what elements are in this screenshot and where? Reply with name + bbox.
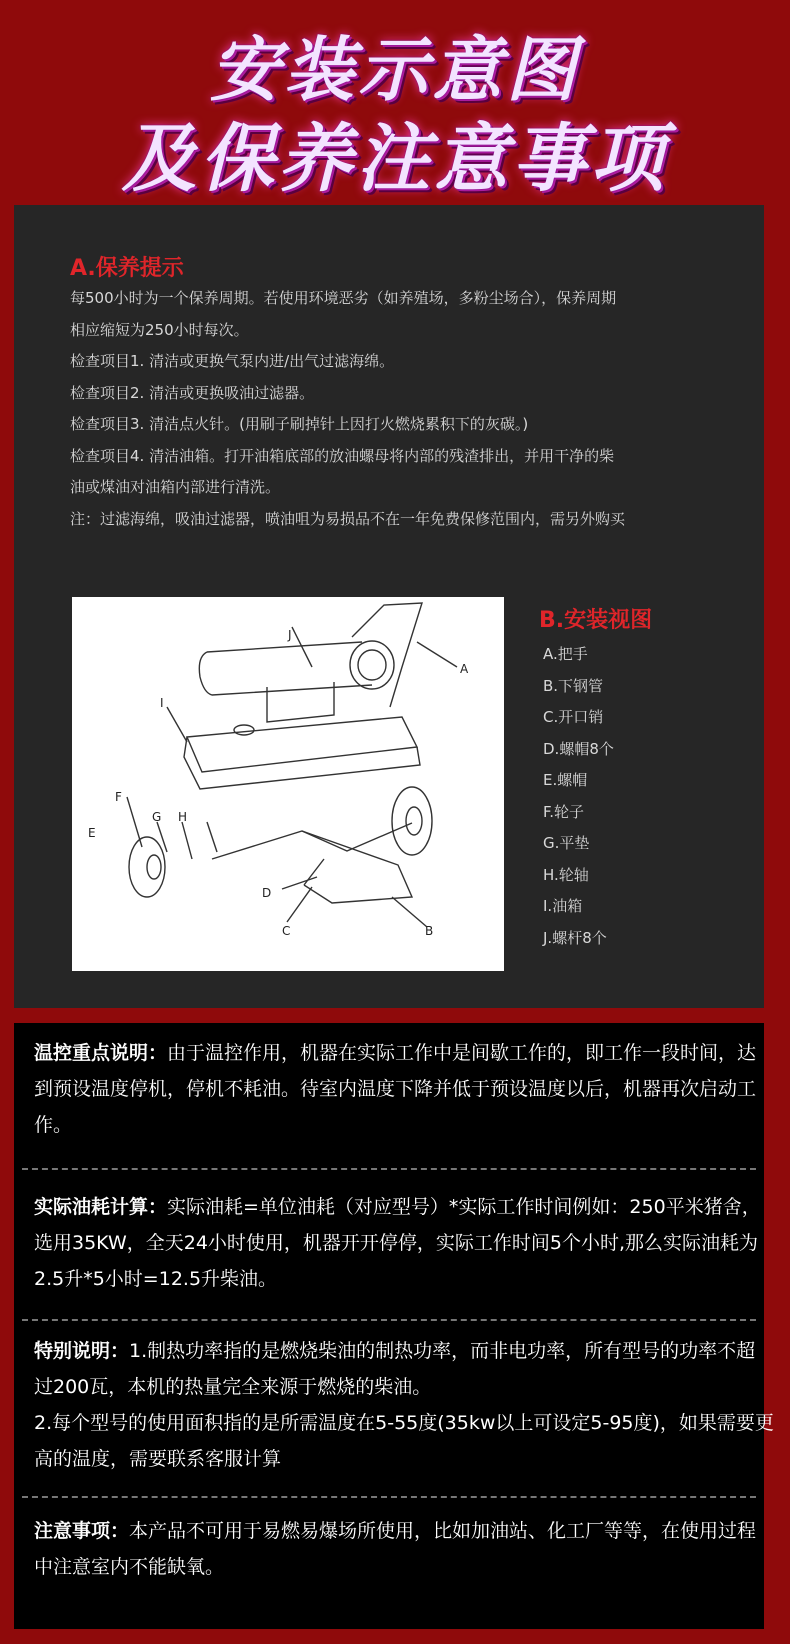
maintenance-text	[70, 283, 730, 535]
maintenance-line: 检查项目3. 清洁点火针。(用刷子刷掉针上因打火燃烧累积下的灰碳。)	[70, 415, 529, 433]
tank-outline	[187, 717, 417, 772]
note-label: 实际油耗计算：	[34, 1196, 168, 1218]
list-item: H.轮轴	[543, 865, 589, 884]
cylinder-top	[207, 642, 362, 652]
maintenance-line: 检查项目1. 清洁或更换气泵内进/出气过滤海绵。	[70, 352, 395, 370]
fuel-cap	[234, 725, 254, 735]
note-text-2: 2.每个型号的使用面积指的是所需温度在5-55度(35kw以上可设定5-95度)，如果需要更高的温度，需要联系客服计算	[34, 1412, 774, 1470]
maintenance-line: 每500小时为一个保养周期。若使用环境恶劣（如养殖场，多粉尘场合），保养周期	[70, 289, 617, 307]
note-caution	[34, 1513, 774, 1585]
note-text: 由于温控作用，机器在实际工作中是间歇工作的，即工作一段时间，达到预设温度停机，停机不耗油。待室内温度下降并低于预设温度以后，机器再次启动工作。	[34, 1042, 757, 1136]
note-text: 实际油耗=单位油耗（对应型号）*实际工作时间例如：250平米猪舍，选用35KW，全天24小时使用，机器开开停停，实际工作时间5个小时,那么实际油耗为2.5升*5小时=12.5升柴油。	[34, 1196, 761, 1290]
label-d: D	[262, 886, 272, 900]
list-item: E.螺帽	[543, 771, 588, 789]
note-text: 1.制热功率指的是燃烧柴油的制热功率，而非电功率，所有型号的功率不超过200瓦，本机的热量完全来源于燃烧的柴油。	[34, 1340, 756, 1398]
axle	[212, 823, 412, 859]
maintenance-line: 注：过滤海绵，吸油过滤器，喷油咀为易损品不在一年免费保修范围内，需另外购买	[70, 509, 626, 528]
parts-list	[543, 639, 614, 954]
list-item: G.平垫	[543, 834, 590, 852]
maintenance-heading: A.保养提示	[70, 256, 184, 281]
list-item: B.下钢管	[543, 676, 604, 695]
list-item: F.轮子	[543, 802, 584, 821]
label-b: B	[425, 924, 434, 938]
maintenance-install-panel	[14, 205, 764, 1008]
maintenance-line: 检查项目4. 清洁油箱。打开油箱底部的放油螺母将内部的残渣排出，并用干净的柴	[70, 446, 615, 465]
label-a: A	[460, 662, 469, 676]
note-temperature-control	[34, 1035, 774, 1143]
cylinder-end	[350, 641, 394, 689]
title-line-2: 及保养注意事项	[122, 116, 668, 202]
divider	[22, 1168, 756, 1170]
cylinder-left	[199, 652, 372, 695]
label-g: G	[152, 810, 162, 824]
label-h: H	[178, 810, 188, 824]
label-e: E	[88, 826, 96, 840]
note-label: 注意事项：	[34, 1520, 130, 1542]
list-item: J.螺杆8个	[543, 928, 607, 947]
label-c: C	[282, 924, 291, 938]
list-item: I.油箱	[543, 897, 583, 915]
maintenance-line: 检查项目2. 清洁或更换吸油过滤器。	[70, 383, 315, 402]
heater-drawing	[72, 597, 504, 971]
note-label: 特别说明：	[34, 1340, 130, 1362]
divider	[22, 1319, 756, 1321]
list-item: A.把手	[543, 645, 588, 663]
note-label: 温控重点说明：	[34, 1042, 168, 1064]
fan-grille	[358, 650, 386, 680]
heater-assembly-diagram	[72, 597, 504, 971]
note-special	[34, 1333, 774, 1477]
maintenance-line: 油或煤油对油箱内部进行清洗。	[70, 478, 281, 496]
maintenance-line: 相应缩短为250小时每次。	[70, 320, 249, 339]
label-f: F	[115, 790, 122, 804]
handle-frame	[352, 603, 422, 707]
wheel-right	[392, 787, 432, 855]
divider	[22, 1496, 756, 1498]
label-j: J	[288, 628, 292, 642]
note-text: 本产品不可用于易燃易爆场所使用，比如加油站、化工厂等等，在使用过程中注意室内不能缺氧。	[34, 1520, 757, 1578]
list-item: C.开口销	[543, 708, 604, 726]
installation-heading: B.安装视图	[539, 608, 653, 633]
list-item: D.螺帽8个	[543, 739, 614, 758]
title-banner	[0, 0, 790, 205]
notes-panel	[14, 1023, 774, 1629]
label-i: I	[160, 696, 164, 710]
note-fuel-consumption	[34, 1189, 774, 1297]
tank-side	[184, 737, 420, 789]
title-line-1: 安装示意图	[210, 29, 580, 111]
